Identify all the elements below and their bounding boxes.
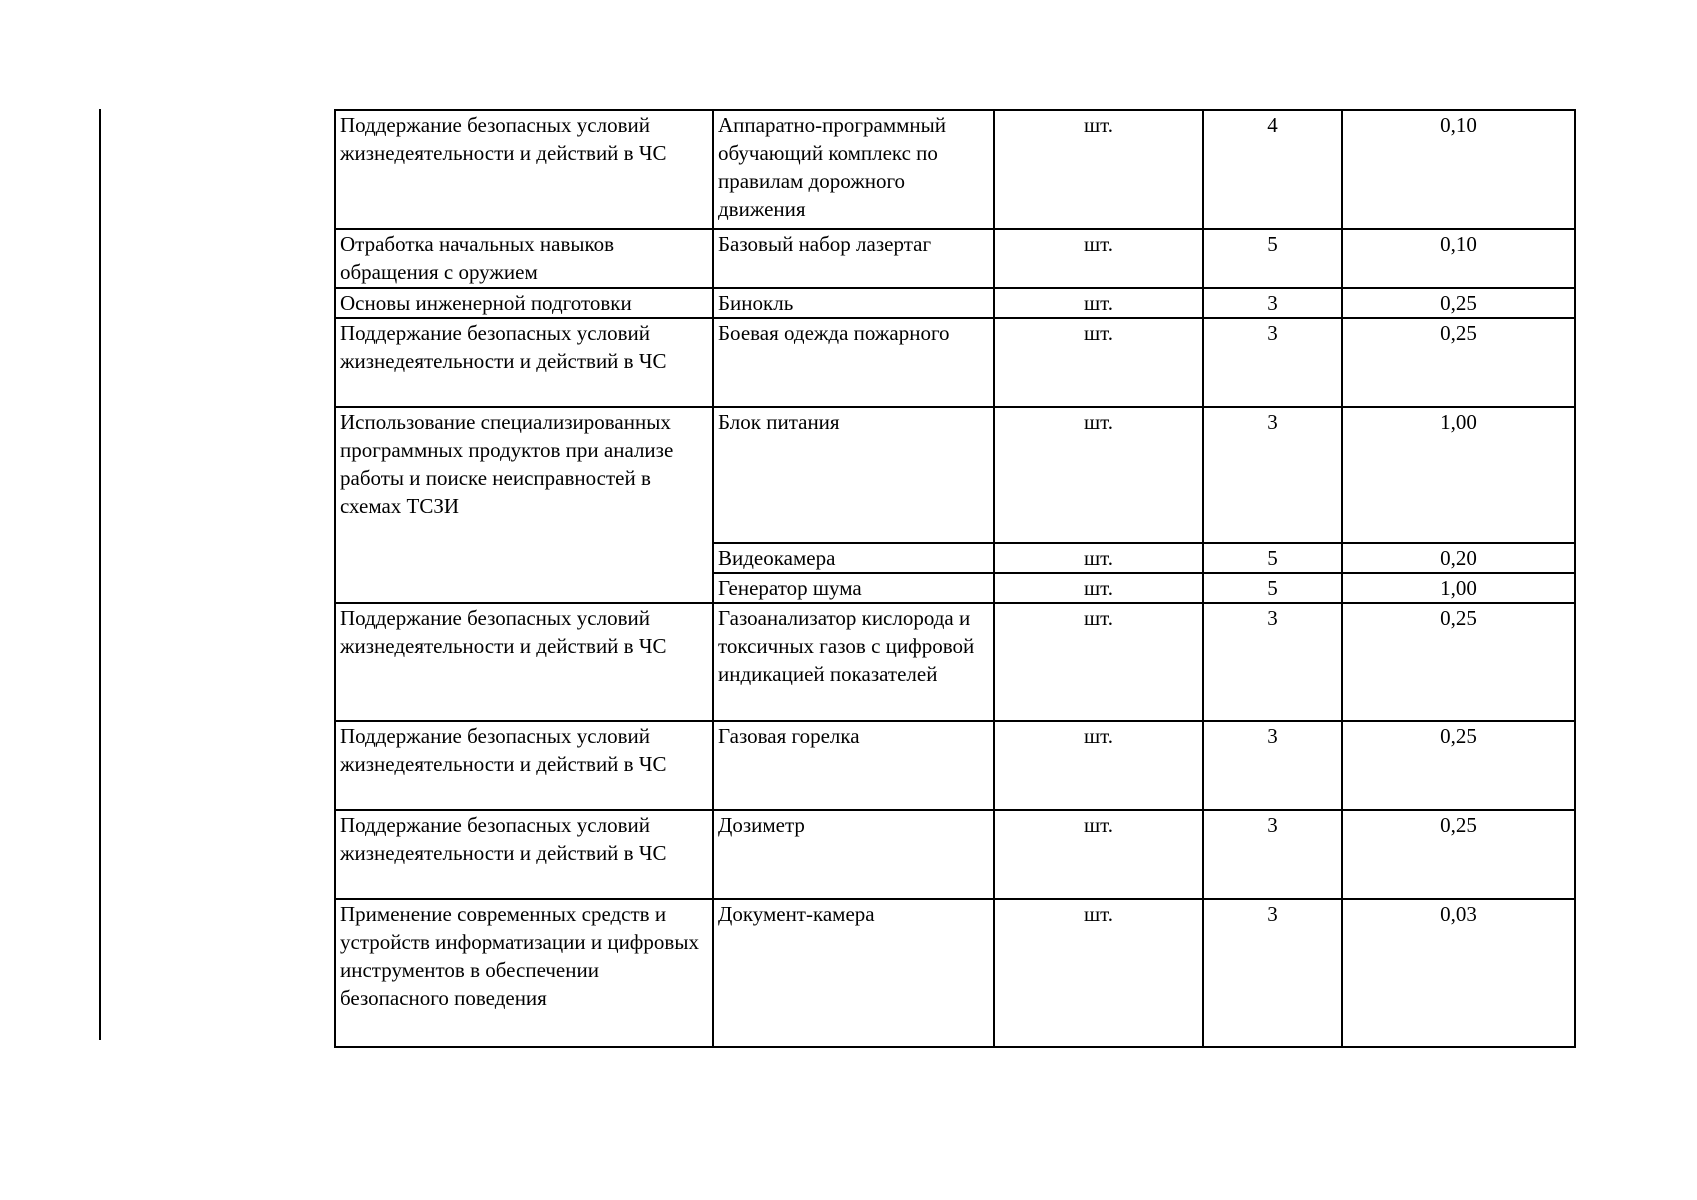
activity-cell: Основы инженерной подготовки [335, 288, 713, 318]
unit-cell: шт. [994, 810, 1203, 899]
activity-cell: Поддержание безопасных условий жизнедеятельности и действий в ЧС [335, 110, 713, 229]
unit-cell: шт. [994, 407, 1203, 543]
unit-cell: шт. [994, 899, 1203, 1047]
quantity-cell: 5 [1203, 229, 1342, 288]
activity-cell: Поддержание безопасных условий жизнедеятельности и действий в ЧС [335, 721, 713, 810]
equipment-cell: Базовый набор лазертаг [713, 229, 994, 288]
quantity-cell: 3 [1203, 721, 1342, 810]
equipment-table [334, 109, 1576, 1048]
quantity-cell: 3 [1203, 318, 1342, 407]
value-cell: 0,10 [1342, 110, 1575, 229]
activity-cell: Поддержание безопасных условий жизнедеятельности и действий в ЧС [335, 318, 713, 407]
quantity-cell: 3 [1203, 407, 1342, 543]
equipment-cell: Видеокамера [713, 543, 994, 573]
unit-cell: шт. [994, 543, 1203, 573]
activity-cell: Использование специализированных программных продуктов при анализе работы и поиске неисправностей в схемах ТСЗИ [335, 407, 713, 603]
quantity-cell: 5 [1203, 573, 1342, 603]
quantity-cell: 4 [1203, 110, 1342, 229]
activity-cell: Отработка начальных навыков обращения с оружием [335, 229, 713, 288]
unit-cell: шт. [994, 229, 1203, 288]
unit-cell: шт. [994, 573, 1203, 603]
equipment-cell: Газовая горелка [713, 721, 994, 810]
equipment-cell: Бинокль [713, 288, 994, 318]
value-cell: 1,00 [1342, 573, 1575, 603]
table-row [335, 899, 1575, 1047]
unit-cell: шт. [994, 721, 1203, 810]
equipment-cell: Дозиметр [713, 810, 994, 899]
equipment-cell: Документ-камера [713, 899, 994, 1047]
equipment-cell: Блок питания [713, 407, 994, 543]
value-cell: 0,25 [1342, 318, 1575, 407]
table-row [335, 603, 1575, 721]
margin-rule [99, 109, 101, 1040]
table-row [335, 110, 1575, 229]
activity-cell: Поддержание безопасных условий жизнедеятельности и действий в ЧС [335, 810, 713, 899]
value-cell: 0,03 [1342, 899, 1575, 1047]
table-row [335, 288, 1575, 318]
value-cell: 0,25 [1342, 721, 1575, 810]
quantity-cell: 3 [1203, 899, 1342, 1047]
equipment-cell: Аппаратно-программный обучающий комплекс по правилам дорожного движения [713, 110, 994, 229]
table-row [335, 229, 1575, 288]
value-cell: 0,25 [1342, 603, 1575, 721]
table-row [335, 810, 1575, 899]
value-cell: 0,25 [1342, 810, 1575, 899]
equipment-cell: Генератор шума [713, 573, 994, 603]
activity-cell: Поддержание безопасных условий жизнедеятельности и действий в ЧС [335, 603, 713, 721]
equipment-cell: Боевая одежда пожарного [713, 318, 994, 407]
value-cell: 0,20 [1342, 543, 1575, 573]
table-row [335, 721, 1575, 810]
quantity-cell: 3 [1203, 603, 1342, 721]
unit-cell: шт. [994, 110, 1203, 229]
unit-cell: шт. [994, 318, 1203, 407]
quantity-cell: 5 [1203, 543, 1342, 573]
table-row [335, 318, 1575, 407]
unit-cell: шт. [994, 288, 1203, 318]
value-cell: 0,10 [1342, 229, 1575, 288]
quantity-cell: 3 [1203, 810, 1342, 899]
unit-cell: шт. [994, 603, 1203, 721]
value-cell: 0,25 [1342, 288, 1575, 318]
activity-cell: Применение современных средств и устройств информатизации и цифровых инструментов в обеспечении безопасного поведения [335, 899, 713, 1047]
quantity-cell: 3 [1203, 288, 1342, 318]
table-row [335, 407, 1575, 543]
value-cell: 1,00 [1342, 407, 1575, 543]
equipment-cell: Газоанализатор кислорода и токсичных газов с цифровой индикацией показателей [713, 603, 994, 721]
